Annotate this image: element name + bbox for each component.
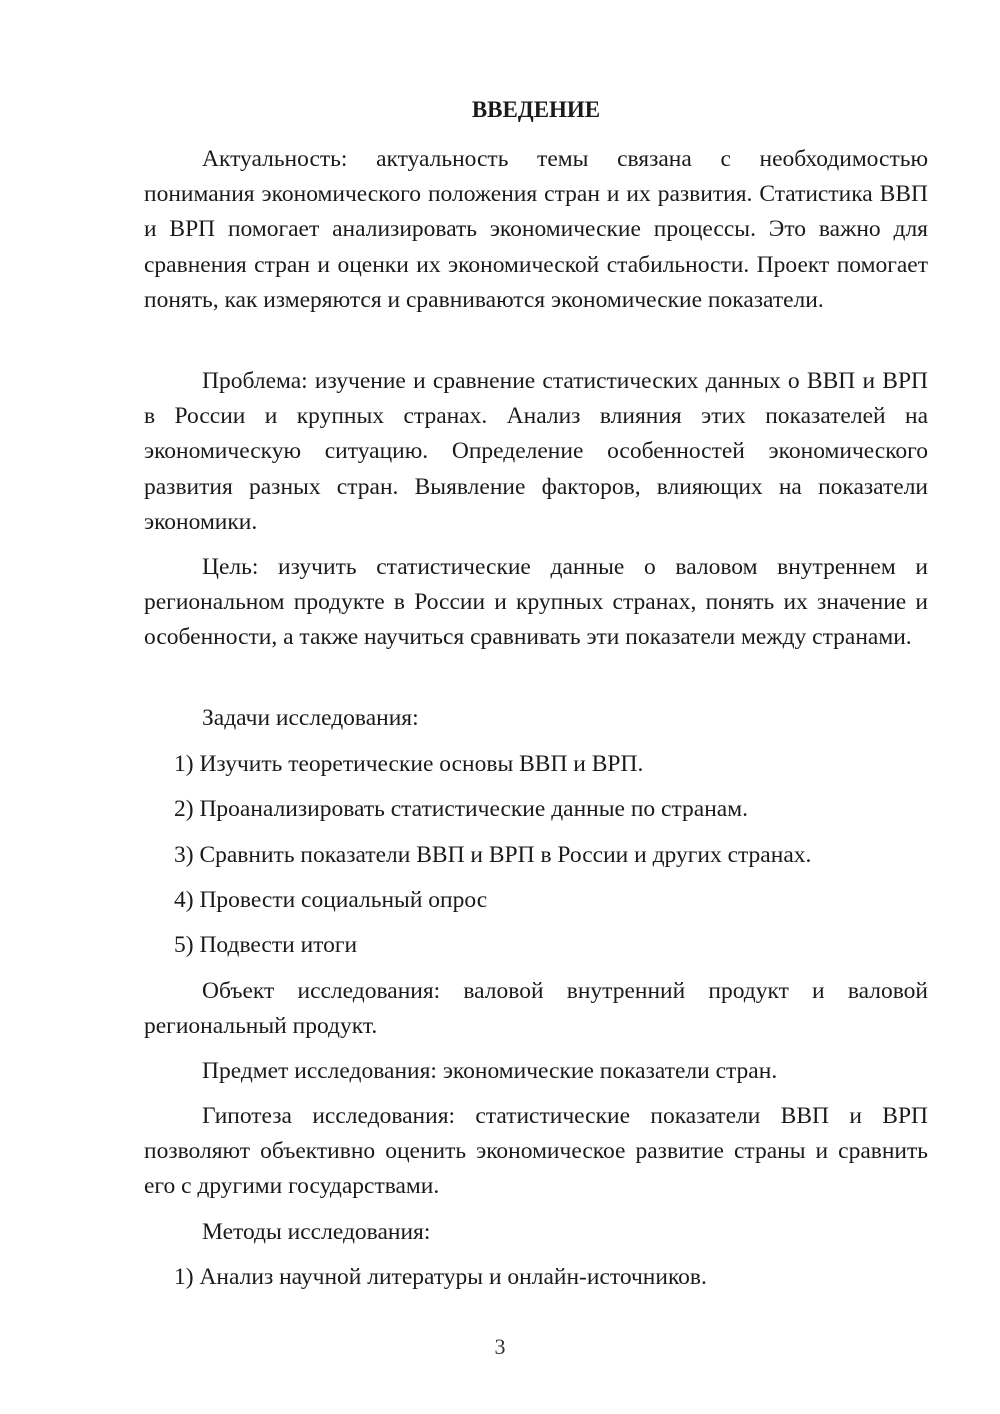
problem-paragraph: Проблема: изучение и сравнение статистических данных о ВВП и ВРП в России и крупных странах. Анализ влияния этих показателей на экономическую ситуацию. Определение особенностей экономического развития разных стран. Выявление факторов, влияющих на показатели экономики. [144,368,928,535]
subject-paragraph: Предмет исследования: экономические показатели стран. [202,1058,778,1084]
task-item: 3) Сравнить показатели ВВП и ВРП в России и других странах. [174,842,812,868]
section-title: ВВЕДЕНИЕ [471,97,601,122]
goal-paragraph: Цель: изучить статистические данные о валовом внутреннем и региональном продукте в России и крупных странах, понять их значение и особенности, а также научиться сравнивать эти показатели между странами. [144,554,928,651]
methods-heading: Методы исследования: [202,1219,431,1245]
tasks-heading: Задачи исследования: [202,705,419,731]
task-item: 1) Изучить теоретические основы ВВП и ВРП. [174,751,644,777]
relevance-paragraph: Актуальность: актуальность темы связана с необходимостью понимания экономического положения стран и их развития. Статистика ВВП и ВРП помогает анализировать экономические процессы. Это важно для сравнения стран и оценки их экономической стабильности. Проект помогает понять, как измеряются и сравниваются экономические показатели. [144,146,928,313]
task-item: 5) Подвести итоги [174,932,358,958]
hypothesis-paragraph: Гипотеза исследования: статистические показатели ВВП и ВРП позволяют объективно оценить экономическое развитие страны и сравнить его с другими государствами. [144,1103,928,1200]
page-number: 3 [494,1334,506,1359]
method-item: 1) Анализ научной литературы и онлайн-источников. [174,1264,707,1290]
task-item: 2) Проанализировать статистические данные по странам. [174,796,748,822]
task-item: 4) Провести социальный опрос [174,887,488,913]
object-paragraph: Объект исследования: валовой внутренний продукт и валовой региональный продукт. [144,978,928,1040]
